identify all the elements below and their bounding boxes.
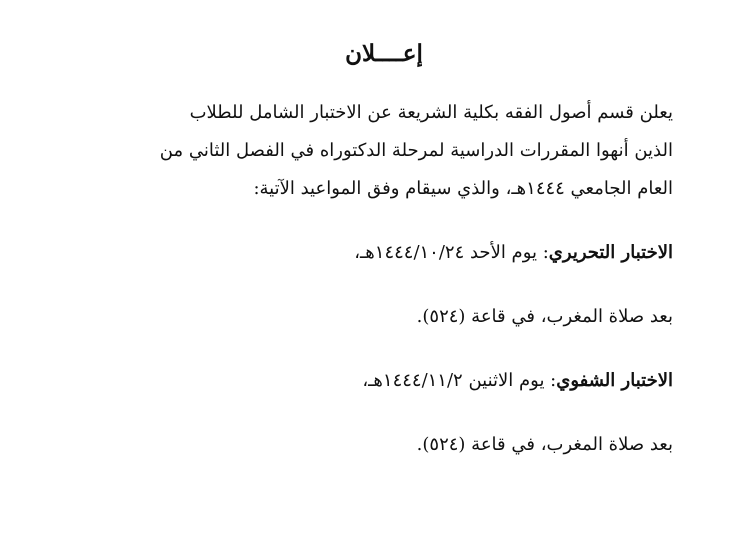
written-exam-details: : يوم الأحد ١٤٤٤/١٠/٢٤هـ، — [354, 242, 549, 263]
written-exam-location-block — [95, 298, 673, 336]
announcement-document — [95, 34, 673, 464]
oral-exam-details: : يوم الاثنين ١٤٤٤/١١/٢هـ، — [362, 370, 557, 391]
intro-line: يعلن قسم أصول الفقه بكلية الشريعة عن الاختبار الشامل للطلاب — [189, 102, 673, 123]
oral-exam-date — [95, 362, 673, 400]
written-exam-location: بعد صلاة المغرب، في قاعة (٥٢٤). — [416, 306, 673, 327]
oral-exam-location: بعد صلاة المغرب، في قاعة (٥٢٤). — [416, 434, 673, 455]
announcement-title: إعــــلان — [345, 40, 423, 67]
oral-exam-block — [95, 362, 673, 400]
intro-line: العام الجامعي ١٤٤٤هـ، والذي سيقام وفق المواعيد الآتية: — [253, 178, 673, 199]
written-exam-block — [95, 234, 673, 272]
written-exam-date — [95, 234, 673, 272]
oral-exam-label: الاختبار الشفوي — [556, 370, 673, 391]
intro-line: الذين أنهوا المقررات الدراسية لمرحلة الدكتوراه في الفصل الثاني من — [159, 140, 673, 161]
written-exam-label: الاختبار التحريري — [548, 242, 673, 263]
oral-exam-location-block — [95, 426, 673, 464]
announcement-intro — [95, 94, 673, 208]
